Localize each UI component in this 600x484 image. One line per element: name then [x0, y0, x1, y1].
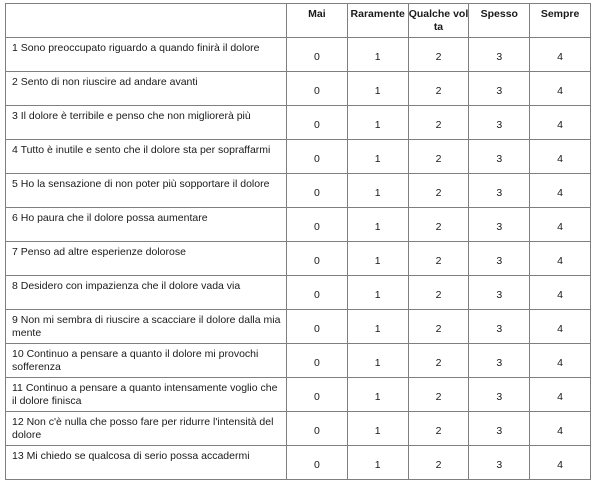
header-row — [6, 4, 591, 38]
question-text: 6 Ho paura che il dolore possa aumentare — [12, 212, 208, 224]
response-option-value: 3 — [496, 391, 503, 403]
header-cell-empty — [6, 4, 287, 38]
response-option-cell[interactable] — [469, 72, 530, 106]
response-option-value: 4 — [557, 391, 563, 403]
response-option-cell[interactable] — [347, 344, 408, 378]
response-option-value: 4 — [557, 221, 563, 233]
response-option-cell[interactable] — [408, 38, 469, 72]
response-option-value: 3 — [496, 289, 503, 301]
pain-questionnaire-table — [5, 3, 591, 480]
table-row — [6, 174, 591, 208]
response-option-cell[interactable] — [408, 174, 469, 208]
header-cell-raramente — [347, 4, 408, 38]
response-option-value: 0 — [313, 391, 320, 403]
response-option-cell[interactable] — [408, 344, 469, 378]
response-option-value: 0 — [313, 289, 320, 301]
response-option-value: 4 — [557, 85, 563, 97]
response-option-cell[interactable] — [347, 106, 408, 140]
response-option-value: 0 — [313, 425, 320, 437]
response-option-cell[interactable] — [347, 412, 408, 446]
response-option-cell[interactable] — [469, 174, 530, 208]
response-option-value: 4 — [557, 153, 563, 165]
response-option-cell[interactable] — [287, 140, 348, 174]
response-option-cell[interactable] — [530, 412, 591, 446]
table-row — [6, 106, 591, 140]
header-label-qualche-volta: Qualche volta — [408, 8, 469, 33]
response-option-cell[interactable] — [287, 344, 348, 378]
response-option-cell[interactable] — [347, 242, 408, 276]
question-text: 12 Non c'è nulla che posso fare per ridurre l'intensità del dolore — [12, 416, 274, 441]
response-option-cell[interactable] — [287, 72, 348, 106]
response-option-value: 1 — [374, 85, 381, 97]
table-row — [6, 140, 591, 174]
header-cell-qualche-volta — [408, 4, 469, 38]
response-option-value: 3 — [496, 221, 503, 233]
response-option-value: 2 — [435, 391, 442, 403]
response-option-value: 4 — [557, 425, 563, 437]
response-option-cell[interactable] — [408, 446, 469, 480]
table-row — [6, 38, 591, 72]
response-option-value: 2 — [435, 153, 442, 165]
response-option-value: 0 — [313, 459, 320, 471]
response-option-value: 3 — [496, 119, 503, 131]
table-header — [6, 4, 591, 38]
question-cell — [6, 38, 287, 72]
response-option-cell[interactable] — [530, 174, 591, 208]
header-label-sempre: Sempre — [540, 8, 580, 20]
response-option-cell[interactable] — [530, 106, 591, 140]
response-option-cell[interactable] — [408, 378, 469, 412]
response-option-cell[interactable] — [469, 208, 530, 242]
response-option-cell[interactable] — [408, 106, 469, 140]
question-text: 10 Continuo a pensare a quanto il dolore mi provochi sofferenza — [12, 348, 259, 373]
response-option-value: 4 — [557, 187, 563, 199]
response-option-value: 4 — [557, 289, 563, 301]
header-cell-mai — [287, 4, 348, 38]
header-empty-label — [6, 4, 286, 36]
response-option-cell[interactable] — [347, 174, 408, 208]
header-label-raramente: Raramente — [350, 8, 405, 20]
response-option-value: 1 — [374, 153, 381, 165]
response-option-cell[interactable] — [469, 412, 530, 446]
response-option-value: 2 — [435, 187, 442, 199]
response-option-value: 0 — [313, 323, 320, 335]
response-option-cell[interactable] — [530, 242, 591, 276]
response-option-value: 3 — [496, 187, 503, 199]
response-option-value: 2 — [435, 51, 442, 63]
response-option-cell[interactable] — [469, 310, 530, 344]
response-option-cell[interactable] — [530, 378, 591, 412]
response-option-cell[interactable] — [530, 310, 591, 344]
table-row — [6, 208, 591, 242]
response-option-cell[interactable] — [530, 446, 591, 480]
question-cell — [6, 446, 287, 480]
table-row — [6, 378, 591, 412]
question-cell — [6, 276, 287, 310]
response-option-value: 4 — [557, 357, 563, 369]
question-text: 7 Penso ad altre esperienze dolorose — [12, 246, 186, 258]
question-cell — [6, 208, 287, 242]
table-row — [6, 276, 591, 310]
response-option-cell[interactable] — [287, 412, 348, 446]
response-option-cell[interactable] — [530, 72, 591, 106]
response-option-cell[interactable] — [408, 276, 469, 310]
response-option-value: 0 — [313, 255, 320, 267]
response-option-value: 2 — [435, 323, 442, 335]
question-cell — [6, 310, 287, 344]
response-option-value: 3 — [496, 459, 503, 471]
response-option-value: 3 — [496, 323, 503, 335]
response-option-value: 1 — [374, 119, 381, 131]
response-option-cell[interactable] — [469, 140, 530, 174]
response-option-value: 4 — [557, 323, 563, 335]
response-option-value: 2 — [435, 425, 442, 437]
response-option-value: 3 — [496, 425, 503, 437]
table-row — [6, 72, 591, 106]
question-text: 3 Il dolore è terribile e penso che non migliorerà più — [12, 110, 251, 122]
response-option-cell[interactable] — [287, 38, 348, 72]
response-option-value: 3 — [496, 255, 503, 267]
response-option-cell[interactable] — [469, 378, 530, 412]
response-option-cell[interactable] — [469, 242, 530, 276]
question-text: 2 Sento di non riuscire ad andare avanti — [12, 76, 198, 88]
question-cell — [6, 242, 287, 276]
question-cell — [6, 378, 287, 412]
question-cell — [6, 174, 287, 208]
response-option-cell[interactable] — [408, 412, 469, 446]
response-option-value: 1 — [374, 357, 381, 369]
question-text: 5 Ho la sensazione di non poter più sopportare il dolore — [12, 178, 270, 190]
table-row — [6, 446, 591, 480]
response-option-cell[interactable] — [408, 242, 469, 276]
table-body — [6, 38, 591, 480]
response-option-cell[interactable] — [287, 106, 348, 140]
response-option-value: 0 — [313, 153, 320, 165]
response-option-value: 4 — [557, 255, 563, 267]
response-option-cell[interactable] — [408, 72, 469, 106]
response-option-value: 0 — [313, 187, 320, 199]
header-label-mai: Mai — [308, 8, 326, 20]
header-cell-sempre — [530, 4, 591, 38]
response-option-cell[interactable] — [530, 344, 591, 378]
response-option-value: 2 — [435, 459, 442, 471]
response-option-cell[interactable] — [408, 140, 469, 174]
response-option-cell[interactable] — [469, 344, 530, 378]
question-text: 4 Tutto è inutile e sento che il dolore sta per sopraffarmi — [12, 144, 271, 156]
question-text: 1 Sono preoccupato riguardo a quando finirà il dolore — [12, 42, 260, 54]
response-option-value: 3 — [496, 357, 503, 369]
response-option-cell[interactable] — [347, 140, 408, 174]
response-option-cell[interactable] — [287, 208, 348, 242]
response-option-value: 3 — [496, 153, 503, 165]
response-option-value: 1 — [374, 391, 381, 403]
response-option-value: 2 — [435, 85, 442, 97]
question-cell — [6, 140, 287, 174]
table-row — [6, 344, 591, 378]
response-option-value: 2 — [435, 289, 442, 301]
response-option-cell[interactable] — [469, 106, 530, 140]
header-cell-spesso — [469, 4, 530, 38]
response-option-value: 2 — [435, 221, 442, 233]
response-option-value: 0 — [313, 357, 320, 369]
response-option-cell[interactable] — [469, 446, 530, 480]
response-option-value: 2 — [435, 357, 442, 369]
response-option-value: 1 — [374, 255, 381, 267]
response-option-cell[interactable] — [347, 276, 408, 310]
response-option-cell[interactable] — [469, 276, 530, 310]
response-option-cell[interactable] — [347, 446, 408, 480]
response-option-value: 3 — [496, 51, 503, 63]
response-option-value: 1 — [374, 289, 381, 301]
response-option-cell[interactable] — [347, 72, 408, 106]
question-cell — [6, 412, 287, 446]
table-row — [6, 310, 591, 344]
question-text: 13 Mi chiedo se qualcosa di serio possa accadermi — [12, 450, 250, 462]
question-text: 9 Non mi sembra di riuscire a scacciare il dolore dalla mia mente — [12, 314, 281, 339]
response-option-cell[interactable] — [347, 310, 408, 344]
response-option-cell[interactable] — [287, 310, 348, 344]
response-option-value: 1 — [374, 51, 381, 63]
response-option-cell[interactable] — [287, 174, 348, 208]
table-row — [6, 242, 591, 276]
response-option-value: 3 — [496, 85, 503, 97]
response-option-value: 4 — [557, 119, 563, 131]
question-cell — [6, 72, 287, 106]
questionnaire-container — [5, 3, 590, 480]
response-option-cell[interactable] — [287, 378, 348, 412]
response-option-value: 1 — [374, 323, 381, 335]
response-option-cell[interactable] — [530, 276, 591, 310]
response-option-value: 4 — [557, 459, 563, 471]
response-option-value: 0 — [313, 221, 320, 233]
response-option-value: 1 — [374, 221, 381, 233]
response-option-cell[interactable] — [530, 208, 591, 242]
response-option-value: 2 — [435, 255, 442, 267]
response-option-value: 1 — [374, 459, 381, 471]
response-option-cell[interactable] — [530, 140, 591, 174]
response-option-cell[interactable] — [347, 208, 408, 242]
question-cell — [6, 106, 287, 140]
response-option-value: 0 — [313, 51, 320, 63]
question-text: 8 Desidero con impazienza che il dolore vada via — [12, 280, 241, 292]
response-option-value: 2 — [435, 119, 442, 131]
response-option-cell[interactable] — [287, 242, 348, 276]
header-label-spesso: Spesso — [480, 8, 518, 20]
question-text: 11 Continuo a pensare a quanto intensamente voglio che il dolore finisca — [12, 382, 278, 407]
response-option-cell[interactable] — [347, 38, 408, 72]
response-option-value: 1 — [374, 425, 381, 437]
question-cell — [6, 344, 287, 378]
response-option-cell[interactable] — [347, 378, 408, 412]
response-option-cell[interactable] — [408, 208, 469, 242]
response-option-cell[interactable] — [408, 310, 469, 344]
response-option-cell[interactable] — [287, 276, 348, 310]
response-option-cell[interactable] — [469, 38, 530, 72]
response-option-value: 0 — [313, 119, 320, 131]
response-option-cell[interactable] — [287, 446, 348, 480]
response-option-value: 0 — [313, 85, 320, 97]
response-option-cell[interactable] — [530, 38, 591, 72]
table-row — [6, 412, 591, 446]
response-option-value: 4 — [557, 51, 563, 63]
response-option-value: 1 — [374, 187, 381, 199]
